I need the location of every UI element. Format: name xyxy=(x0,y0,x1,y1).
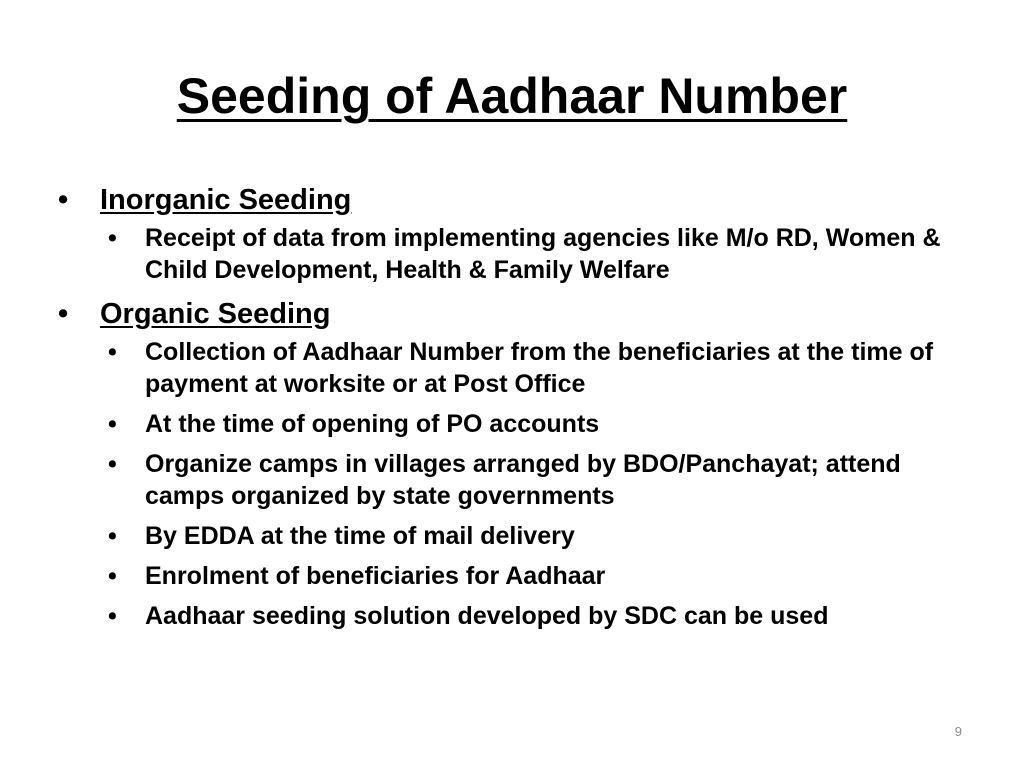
list-item xyxy=(58,520,978,552)
bullet-icon: • xyxy=(58,184,69,216)
section-inorganic-seeding xyxy=(58,180,978,220)
list-item xyxy=(58,336,978,400)
slide-title xyxy=(0,64,1024,128)
section-label: Inorganic Seeding xyxy=(100,184,352,216)
list-item-text: Enrolment of beneficiaries for Aadhaar xyxy=(145,562,606,590)
list-item xyxy=(58,408,978,440)
bullet-icon: • xyxy=(108,602,117,630)
bullet-icon: • xyxy=(108,338,117,366)
list-item-text: Collection of Aadhaar Number from the beneficiaries at the time of payment at worksite or at Post Office xyxy=(145,338,934,398)
bullet-icon: • xyxy=(108,522,117,550)
bullet-icon: • xyxy=(58,298,69,330)
slide-title-text: Seeding of Aadhaar Number xyxy=(176,68,848,124)
list-item-text: Organize camps in villages arranged by BDO/Panchayat; attend camps organized by state governments xyxy=(145,450,901,510)
bullet-icon: • xyxy=(108,410,117,438)
list-item xyxy=(58,448,978,512)
section-label: Organic Seeding xyxy=(100,298,331,330)
list-item-text: At the time of opening of PO accounts xyxy=(145,410,600,438)
list-item xyxy=(58,222,978,286)
slide-content xyxy=(58,180,978,640)
list-item-text: Receipt of data from implementing agencies like M/o RD, Women & Child Development, Health & Family Welfare xyxy=(145,224,941,284)
bullet-icon: • xyxy=(108,562,117,590)
list-item-text: By EDDA at the time of mail delivery xyxy=(145,522,575,550)
list-item xyxy=(58,600,978,632)
bullet-icon: • xyxy=(108,450,117,478)
bullet-icon: • xyxy=(108,224,117,252)
list-item-text: Aadhaar seeding solution developed by SDC can be used xyxy=(145,602,829,630)
page-number: 9 xyxy=(954,724,962,739)
section-organic-seeding xyxy=(58,294,978,334)
list-item xyxy=(58,560,978,592)
